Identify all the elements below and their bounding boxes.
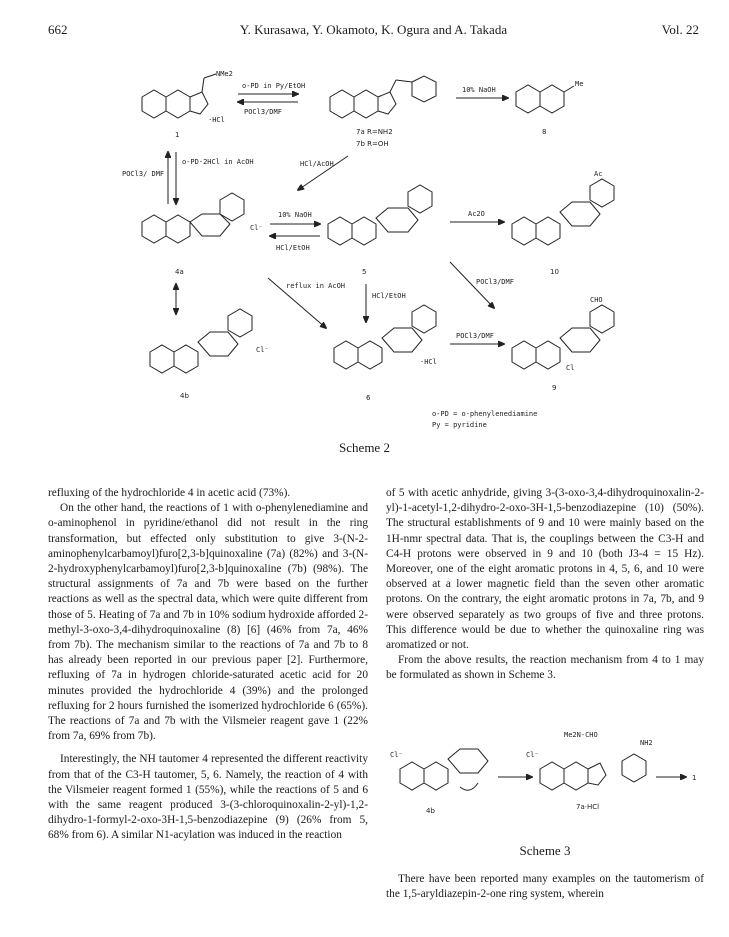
scheme-3-caption: Scheme 3 — [519, 843, 571, 858]
arrow-ac2o-label: Ac2O — [468, 210, 485, 218]
volume: Vol. 22 — [661, 22, 699, 37]
arrow-hcl-acoh-label: HCl/AcOH — [300, 160, 334, 168]
compound-10-label: 10 — [550, 268, 559, 276]
cl-minus-label: Cl⁻ — [250, 224, 263, 232]
compound-4b-label: 4b — [180, 392, 189, 400]
nme2-label: NMe2 — [216, 70, 233, 78]
compound-8-label: 8 — [542, 128, 547, 136]
compound-6-label: 6 — [366, 394, 371, 402]
compound-5-structure — [328, 185, 432, 245]
scheme3-4b-label: 4b — [426, 807, 435, 815]
compound-7b-label: 7b R=OH — [356, 140, 389, 148]
compound-9-label: 9 — [552, 384, 557, 392]
arrow-naoh-mid-label: 10% NaOH — [278, 211, 312, 219]
cl-minus2-label: Cl⁻ — [256, 346, 269, 354]
arrow-naoh-label: 10% NaOH — [462, 86, 496, 94]
compound-9-structure — [512, 305, 614, 369]
scheme3-nh2-label: NH2 — [640, 739, 653, 747]
compound-5-label: 5 — [362, 268, 367, 276]
scheme3-cl2-label: Cl⁻ — [526, 751, 539, 759]
legend-py: Py = pyridine — [432, 421, 487, 429]
me-label: Me — [575, 80, 584, 88]
paragraph: of 5 with acetic anhydride, giving 3-(3-oxo-3,4-dihydroquinoxalin-2-yl)-1-acetyl-1,2-dihydro-2-oxo-3H-1,5-benzodiazepine (10) (50%). The structural establishments of 9 and 10 were mainly based on the 1H-nmr spectral data. That is, the couplings between the C3-H and C4-H protons were observed in 9 and 10 (both J3-4 = 15 Hz). Moreover, one of the eight aromatic protons in 4, 5, 6, and 10 were observed at a lower magnetic field than the seven other aromatic protons. On the contrary, the eight aromatic protons in 7a, 7b, and 9 were observed separately as two groups of five and three protons. This difference would be due to whether the quinoxaline ring was aromatized or not. — [386, 487, 704, 652]
arrow-hcl-etoh-label: HCl/EtOH — [276, 244, 310, 252]
hcl-label: ·HCl — [208, 116, 225, 124]
compound-4b-structure — [150, 309, 252, 373]
running-header — [48, 22, 699, 42]
compound-1-label: 1 — [175, 131, 180, 139]
authors: Y. Kurasawa, Y. Okamoto, K. Ogura and A. Takada — [239, 22, 508, 37]
arrow-pocl3-left-label: POCl3/ DMF — [122, 170, 165, 178]
scheme3-cl1-label: Cl⁻ — [390, 751, 403, 759]
arrow-opd-py-label: o-PD in Py/EtOH — [242, 82, 306, 90]
compound-7a-label: 7a R=NH2 — [356, 128, 393, 136]
arrow-opd2hcl-label: o-PD·2HCl in AcOH — [182, 158, 254, 166]
right-column — [386, 486, 704, 684]
compound-4a-structure — [142, 193, 244, 243]
cl-label: Cl — [566, 364, 575, 372]
paragraph: refluxing of the hydrochloride 4 in acetic acid (73%). — [48, 487, 291, 499]
compound-8-structure — [516, 85, 574, 113]
scheme3-me2ncho-label: Me2N-CHO — [564, 731, 598, 739]
compound-4a-label: 4a — [175, 268, 184, 276]
legend-opd: o-PD = o-phenylenediamine — [432, 410, 538, 418]
scheme3-intermediate-structure — [540, 754, 646, 790]
paragraph: On the other hand, the reactions of 1 with o-phenylenediamine and o-aminophenol in pyridine/ethanol did not result in the ring transformation, but effected only substitution to give 3-(N-2-aminophenylcarbamoyl)furo[2,3-b]quinoxaline (7a) (82%) and 3-(N-2-hydroxyphenylcarbamoyl)furo[2,3-b]quinoxaline (7b) (98%). The structural assignments of 7a and 7b were based on the further reactions as well as the spectral data, which were quite different from those of 5. Heating of 7a and 7b in 10% sodium hydroxide afforded 2-methyl-3-oxo-3,4-dihydroquinoxaline (8) [6] (46% from 7a, 46% from 7b). The mechanism similar to the reactions of 7a and 7b to 8 has already been reported in our previous paper [2]. Furthermore, refluxing of 7a in hydrogen chloride-saturated acetic acid for 20 minutes provided the hydrochloride 4 (39%) and the prolonged refluxing for 2 hours furnished the isomerized hydrochloride 6 (65%). The reactions of 7a and 7b with the Vilsmeier reagent gave 1 (22% from 7a, 69% from 7b). — [48, 502, 368, 743]
paragraph: From the above results, the reaction mechanism from 4 to 1 may be formulated as shown in Scheme 3. — [386, 654, 704, 682]
arrow-pocl3-dmf2-label: POCl3/DMF — [476, 278, 514, 286]
scheme3-compound-4b-structure — [400, 749, 488, 790]
scheme-2-diagram — [120, 52, 640, 432]
scheme-3-diagram — [386, 727, 704, 837]
ac-label: Ac — [594, 170, 603, 178]
arrow-pocl3-dmf-label: POCl3/DMF — [244, 108, 282, 116]
compound-10-structure — [512, 179, 614, 245]
scheme3-7ahcl-label: 7a·HCl — [576, 803, 600, 811]
scheme3-product-1-label: 1 — [692, 774, 697, 782]
bottom-paragraph — [386, 872, 704, 902]
arrow-reflux-label: reflux in AcOH — [286, 282, 346, 290]
compound-7-structure — [330, 76, 436, 118]
arrow-hcl-etoh2-label: HCl/EtOH — [372, 292, 406, 300]
paragraph: There have been reported many examples on the tautomerism of the 1,5-aryldiazepin-2-one ring system, wherein — [386, 873, 704, 901]
left-column — [48, 486, 368, 844]
page-number: 662 — [48, 22, 68, 37]
arrow-pocl3-dmf3-label: POCl3/DMF — [456, 332, 494, 340]
compound-1-structure — [142, 74, 216, 118]
cho-label: CHO — [590, 296, 603, 304]
hcl2-label: ·HCl — [420, 358, 437, 366]
scheme-2-caption: Scheme 2 — [339, 440, 390, 455]
paragraph: Interestingly, the NH tautomer 4 represented the different reactivity from that of the C3-H tautomer, 5, 6. Namely, the reaction of 4 with the Vilsmeier reagent formed 1 (55%), while the reactions of 5 and 6 with the same reagent produced 3-(3-chloroquinoxalin-2-yl)-1,2-dihydro-1-formyl-2-oxo-3H-1,5-benzodiazepine (9) (26% from 5, 68% from 6). A similar N1-acylation was induced in the reaction — [48, 753, 368, 842]
